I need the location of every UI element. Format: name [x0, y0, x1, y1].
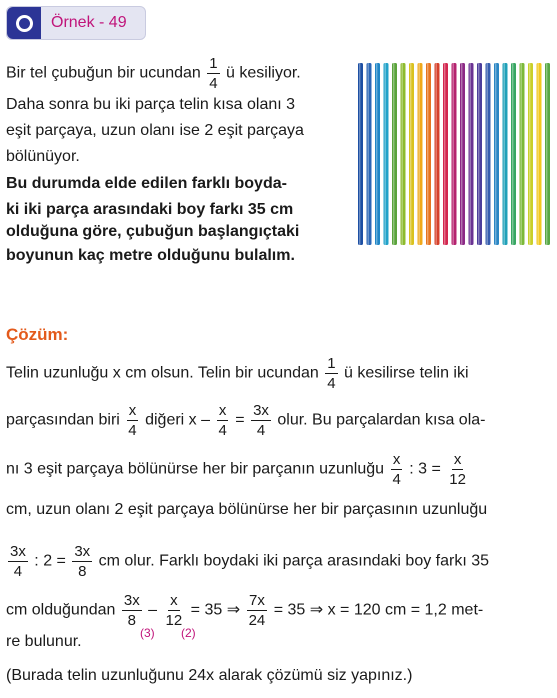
rod [392, 63, 397, 245]
numerator: 1 [327, 355, 336, 372]
problem-text: Bir tel çubuğun bir ucundan [6, 64, 201, 82]
rod-highlight [359, 63, 360, 245]
solution-line-2 [6, 403, 485, 438]
solution-note: (Burada telin uzunluğunu 24x alarak çözümü siz yapınız.) [6, 667, 413, 684]
problem-line-1 [6, 56, 301, 91]
rod-highlight [461, 63, 462, 245]
rod-highlight [410, 63, 411, 245]
solution-text: cm olduğundan [6, 601, 116, 619]
fraction [164, 593, 185, 628]
solution-text: parçasından biri [6, 411, 120, 429]
problem-text: ü kesiliyor. [226, 64, 301, 82]
rod-highlight [495, 63, 496, 245]
fraction [207, 56, 219, 91]
rod-highlight [453, 63, 454, 245]
fraction [447, 452, 468, 487]
rod-highlight [385, 63, 386, 245]
denominator: 4 [128, 422, 137, 439]
rod [401, 63, 406, 245]
numerator: x [170, 592, 178, 609]
fraction [216, 403, 228, 438]
problem-bold-3: olduğuna göre, çubuğun başlangıçtaki [6, 223, 300, 240]
rod-highlight [419, 63, 420, 245]
numerator: 3x [74, 543, 91, 560]
solution-line-7: re bulunur. [6, 633, 82, 650]
fraction [72, 544, 92, 579]
rod [358, 63, 363, 245]
numerator: 3x [10, 543, 26, 560]
rainbow-rods-illustration [357, 63, 552, 248]
fraction [247, 593, 268, 628]
problem-bold-4: boyunun kaç metre olduğunu bulalım. [6, 247, 295, 264]
rod [477, 63, 482, 245]
solution-text: : 3 = [409, 460, 441, 478]
denominator: 4 [209, 75, 218, 92]
rod [384, 63, 389, 245]
denominator: 4 [327, 375, 336, 392]
denominator: 4 [13, 563, 23, 580]
example-header [6, 6, 146, 40]
solution-line-4: cm, uzun olanı 2 eşit parçaya bölünürse her bir parçasının uzunluğu [6, 501, 488, 518]
rod-highlight [444, 63, 445, 245]
fraction [126, 403, 138, 438]
rod-highlight [376, 63, 377, 245]
solution-text: diğeri x – [145, 411, 211, 429]
solution-text: = 35 ⇒ [190, 601, 241, 619]
numerator: 1 [209, 55, 218, 72]
rod-highlight [538, 63, 539, 245]
header-icon-box [7, 7, 41, 39]
rod-highlight [546, 63, 547, 245]
rod-highlight [478, 63, 479, 245]
solution-line-6 [6, 593, 483, 628]
fraction [122, 593, 142, 628]
solution-line-3 [6, 452, 470, 487]
equals-sign: = [235, 411, 245, 429]
rod [443, 63, 448, 245]
rod [435, 63, 440, 245]
rod-highlight [368, 63, 369, 245]
rod [367, 63, 372, 245]
problem-line-3: eşit parçaya, uzun olanı ise 2 eşit parçaya [6, 122, 304, 139]
problem-line-2: Daha sonra bu iki parça telin kısa olanı 3 [6, 96, 296, 113]
rod-highlight [470, 63, 471, 245]
rod [494, 63, 499, 245]
rod [426, 63, 431, 245]
rod [486, 63, 491, 245]
numerator: x [128, 402, 137, 419]
denominator: 12 [449, 471, 466, 488]
rod-highlight [436, 63, 437, 245]
rod [375, 63, 380, 245]
numerator: x [392, 451, 401, 468]
denominator: 4 [256, 422, 266, 439]
numerator: 3x [123, 592, 140, 609]
problem-bold-1: Bu durumda elde edilen farklı boyda- [6, 175, 287, 192]
denominator: 8 [127, 612, 136, 629]
rod [469, 63, 474, 245]
rod [545, 63, 550, 245]
fraction [251, 403, 271, 438]
denominator: 24 [248, 612, 266, 629]
numerator: x [453, 451, 462, 468]
denominator: 4 [392, 471, 401, 488]
solution-heading: Çözüm: [6, 325, 69, 344]
rod-highlight [521, 63, 522, 245]
numerator: x [218, 402, 227, 419]
rod [452, 63, 457, 245]
rod [409, 63, 414, 245]
solution-text: nı 3 eşit parçaya bölünürse her bir parçanın uzunluğu [6, 460, 385, 478]
solution-text: = 35 ⇒ x = 120 cm = 1,2 met- [273, 601, 484, 619]
rod [520, 63, 525, 245]
rod [503, 63, 508, 245]
example-title: Örnek - 49 [51, 14, 127, 31]
fraction [390, 452, 402, 487]
numerator: 3x [253, 402, 269, 419]
multiplier-note: (2) [181, 626, 196, 640]
rod-highlight [393, 63, 394, 245]
solution-text: cm olur. Farklı boydaki iki parça arasındaki boy farkı 35 [98, 552, 490, 570]
rod [511, 63, 516, 245]
rod-highlight [427, 63, 428, 245]
solution-text: Telin uzunluğu x cm olsun. Telin bir ucundan [6, 364, 319, 382]
numerator: 7x [248, 592, 265, 609]
solution-text: ü kesilirse telin iki [344, 364, 469, 382]
solution-text: : 2 = [34, 552, 66, 570]
rod [418, 63, 423, 245]
rod [528, 63, 533, 245]
fraction [8, 544, 28, 579]
solution-text: olur. Bu parçalardan kısa ola- [277, 411, 486, 429]
multiplier-note: (3) [140, 626, 155, 640]
rod [537, 63, 542, 245]
rod [460, 63, 465, 245]
rod-highlight [487, 63, 488, 245]
rod-highlight [529, 63, 530, 245]
circle-icon [16, 15, 33, 32]
denominator: 12 [165, 612, 183, 629]
fraction [325, 356, 337, 391]
rods-svg [357, 63, 552, 248]
problem-bold-2: ki iki parça arasındaki boy farkı 35 cm [6, 201, 294, 218]
minus-sign: – [148, 601, 158, 619]
rod-highlight [504, 63, 505, 245]
problem-line-4: bölünüyor. [6, 148, 80, 165]
solution-line-1 [6, 356, 469, 391]
solution-line-5 [6, 544, 489, 579]
rod-highlight [402, 63, 403, 245]
denominator: 8 [78, 563, 87, 580]
denominator: 4 [218, 422, 227, 439]
rod-highlight [512, 63, 513, 245]
